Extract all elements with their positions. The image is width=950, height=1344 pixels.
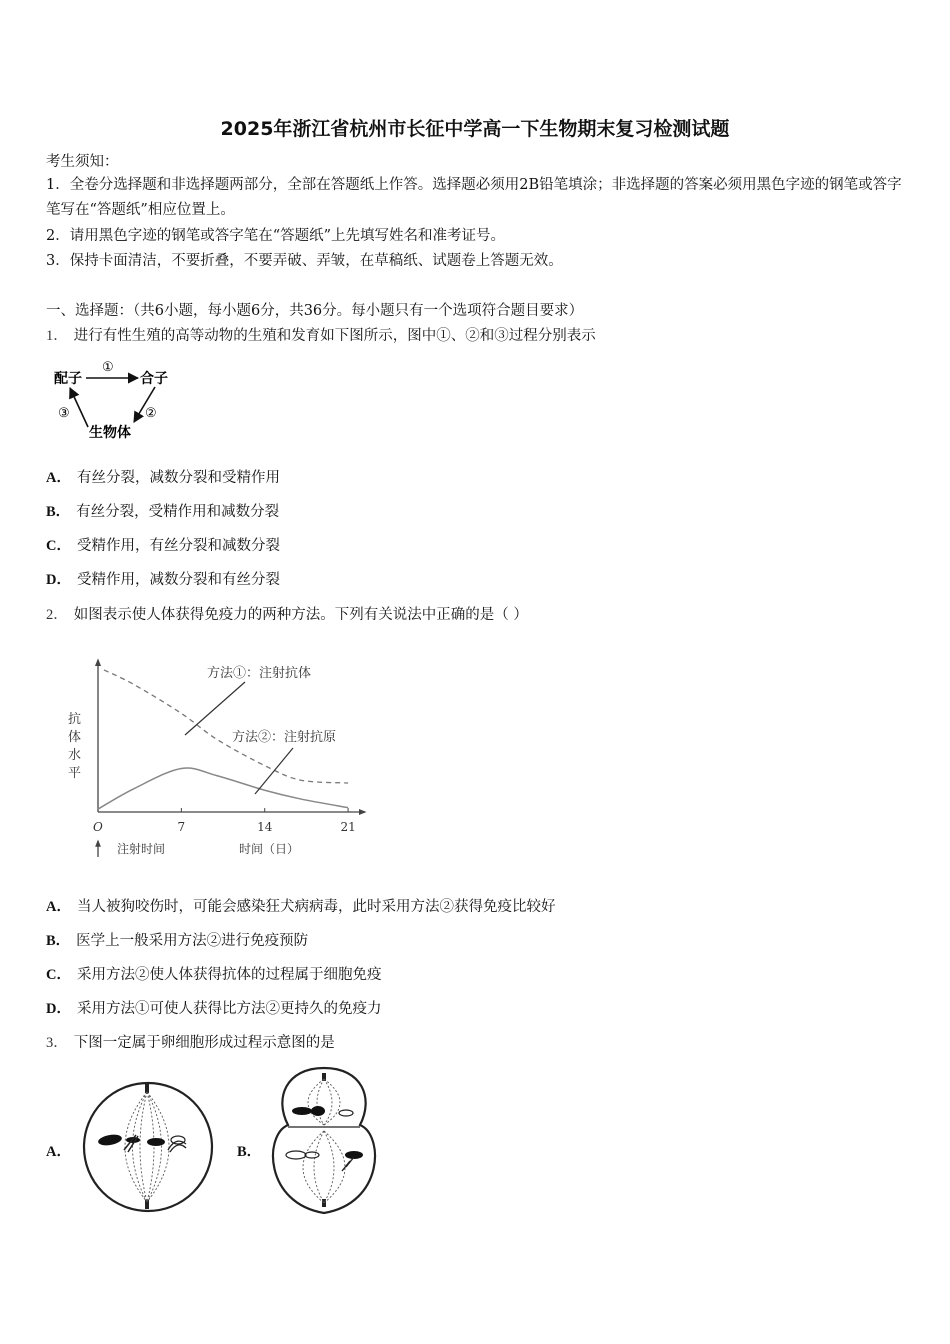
question-2-number: 2． — [46, 607, 68, 623]
diagram-process-1: ① — [102, 360, 114, 375]
diagram-process-2: ② — [145, 406, 157, 421]
x-tick-label: 21 — [340, 820, 356, 834]
q2-option-d[interactable]: D． 采用方法①可使人获得比方法②更持久的免疫力 — [46, 1001, 382, 1017]
question-2-stem: 如图表示使人体获得免疫力的两种方法。下列有关说法中正确的是（ ） — [73, 607, 528, 623]
arrow-process-3 — [70, 388, 88, 427]
notice-item-3: 3．保持卡面清洁，不要折叠，不要弄破、弄皱，在草稿纸、试题卷上答题无效。 — [46, 253, 563, 269]
notice-item-1: 1．全卷分选择题和非选择题两部分，全部在答题纸上作答。选择题必须用2B铅笔填涂；非选择题的答案必须用黑色字迹的钢笔或答字笔写在“答题纸”相应位置上。 — [46, 177, 902, 218]
question-1 — [46, 326, 596, 346]
page-title: 2025年浙江省杭州市长征中学高一下生物期末复习检测试题 — [220, 118, 730, 140]
diagram-gamete-label: 配子 — [54, 371, 82, 387]
cell-diagram-b — [262, 1063, 387, 1218]
question-2 — [46, 605, 528, 625]
legend-method-2: 方法②：注射抗原 — [232, 730, 337, 745]
q1-option-b[interactable]: B． 有丝分裂，受精作用和减数分裂 — [46, 504, 280, 520]
cell-diagram-a — [78, 1080, 220, 1215]
reproduction-cycle-diagram — [48, 355, 178, 445]
legend-method-1-pointer — [185, 682, 245, 735]
q1-option-d[interactable]: D． 受精作用，减数分裂和有丝分裂 — [46, 572, 280, 588]
diagram-organism-label: 生物体 — [89, 425, 131, 441]
notice-item-2: 2．请用黑色字迹的钢笔或答字笔在“答题纸”上先填写姓名和准考证号。 — [46, 228, 506, 244]
legend-method-2-pointer — [255, 748, 293, 794]
antibody-level-chart — [55, 655, 375, 870]
diagram-zygote-label: 合子 — [140, 371, 168, 387]
question-1-stem: 进行有性生殖的高等动物的生殖和发育如下图所示，图中①、②和③过程分别表示 — [73, 328, 596, 344]
series-method-1-line — [104, 670, 348, 783]
q2-option-a[interactable]: A． 当人被狗咬伤时，可能会感染狂犬病病毒，此时采用方法②获得免疫比较好 — [46, 899, 556, 915]
q2-option-c[interactable]: C． 采用方法②使人体获得抗体的过程属于细胞免疫 — [46, 967, 382, 983]
origin-label: O — [93, 820, 103, 834]
question-3-stem: 下图一定属于卵细胞形成过程示意图的是 — [73, 1035, 335, 1051]
q2-option-b[interactable]: B． 医学上一般采用方法②进行免疫预防 — [46, 933, 309, 949]
legend-method-1: 方法①：注射抗体 — [207, 666, 312, 681]
question-1-number: 1． — [46, 328, 68, 344]
q3-option-b[interactable]: B． — [237, 1144, 262, 1160]
notice-heading: 考生须知： — [46, 154, 119, 170]
series-method-2-line — [98, 768, 348, 809]
diagram-process-3: ③ — [58, 406, 70, 421]
x-tick-label: 7 — [177, 820, 186, 834]
q3-option-a[interactable]: A． — [46, 1144, 71, 1160]
x-tick-label: 14 — [257, 820, 273, 834]
y-axis-label: 抗体水平 — [68, 712, 82, 781]
section-heading: 一、选择题：（共6小题，每小题6分，共36分。每小题只有一个选项符合题目要求） — [46, 303, 584, 319]
q1-option-c[interactable]: C． 受精作用，有丝分裂和减数分裂 — [46, 538, 280, 554]
question-3-number: 3． — [46, 1035, 68, 1051]
q1-option-a[interactable]: A． 有丝分裂，减数分裂和受精作用 — [46, 470, 280, 486]
x-axis-label: 时间（日） — [239, 842, 300, 856]
question-3 — [46, 1033, 335, 1053]
x-annotation: 注射时间 — [117, 842, 166, 856]
